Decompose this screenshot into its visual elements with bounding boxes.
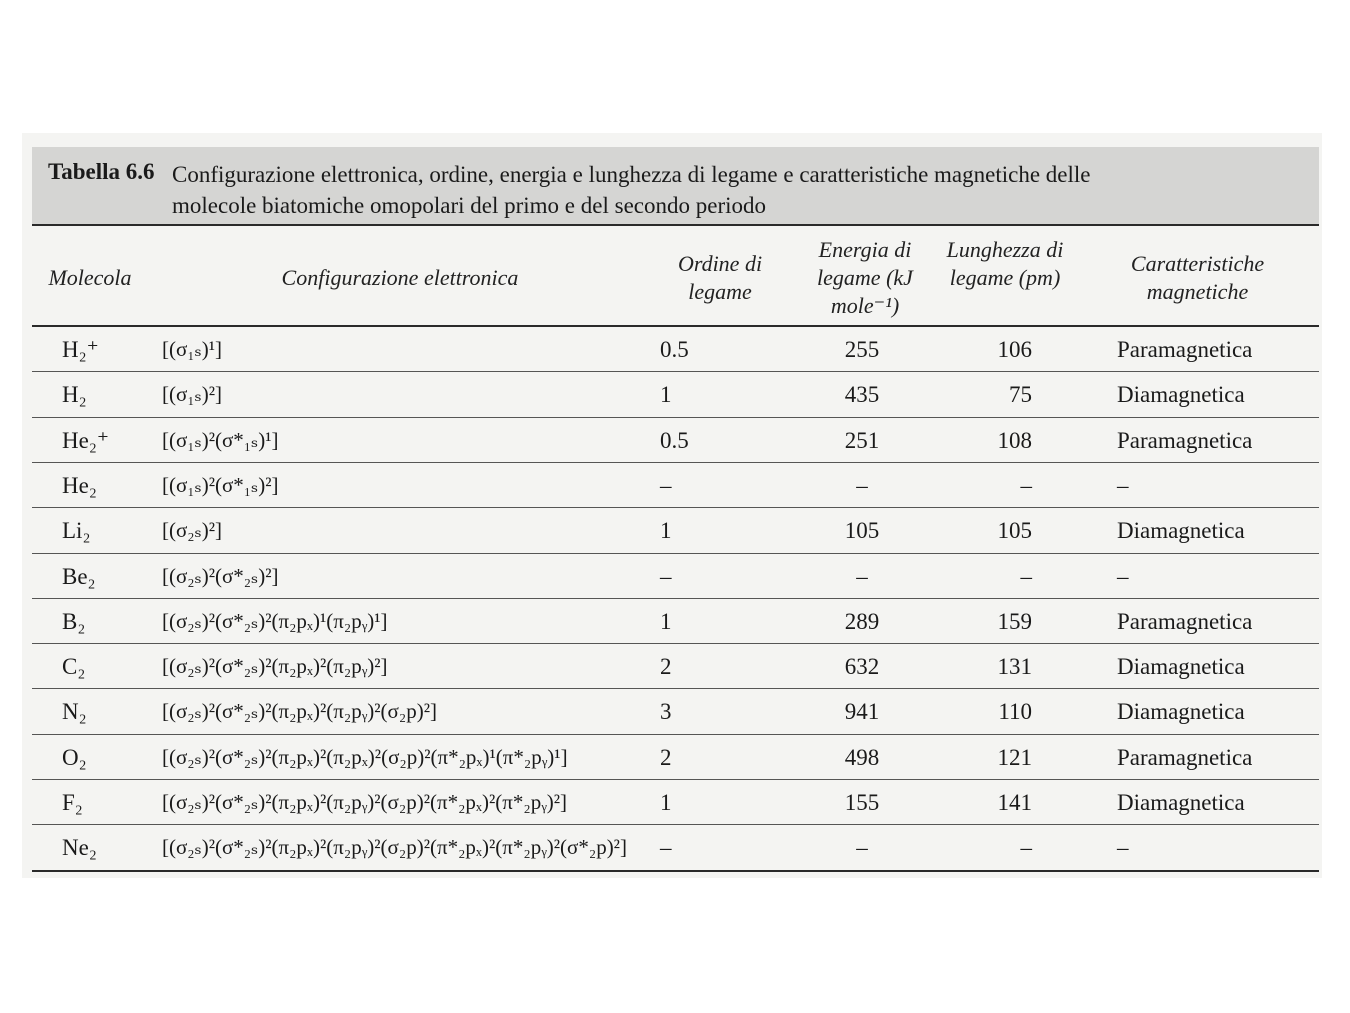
configuration-cell: [(σ₂ₛ)²(σ*₂ₛ)²(π₂pₓ)²(π₂pᵧ)²(σ₂p)²(π*₂pₓ)²(π*₂pᵧ)²(σ*₂p)²] (162, 835, 627, 860)
configuration-cell: [(σ₁ₛ)²(σ*₁ₛ)²] (162, 472, 279, 497)
length-cell: 141 (997, 790, 1032, 815)
magnetic-cell: – (1117, 563, 1129, 589)
table-row (32, 554, 1319, 599)
length-cell: 75 (1009, 382, 1032, 408)
header-length: Lunghezza di legame (pm) (946, 237, 1064, 290)
order-cell: 2 (660, 744, 672, 770)
molecule-cell: Li₂ (62, 518, 91, 544)
order-cell: 1 (660, 608, 672, 634)
order-cell: 1 (660, 382, 672, 408)
magnetic-cell: – (1117, 472, 1129, 498)
configuration-cell: [(σ₁ₛ)¹] (162, 337, 222, 361)
table-row (32, 644, 1319, 689)
table-row (32, 735, 1319, 780)
molecule-cell: N₂ (62, 699, 87, 725)
magnetic-cell: Diamagnetica (1117, 518, 1245, 544)
configuration-cell: [(σ₂ₛ)²(σ*₂ₛ)²(π₂pₓ)²(π₂pᵧ)²(σ₂p)²(π*₂pₓ)²(π*₂pᵧ)²] (162, 790, 568, 814)
molecule-cell: Ne₂ (62, 835, 97, 861)
molecule-cell: Be₂ (62, 563, 96, 589)
molecule-cell: H₂ (62, 382, 87, 408)
configuration-cell: [(σ₁ₛ)²] (162, 382, 222, 407)
energy-cell: – (856, 835, 868, 861)
energy-cell: 941 (844, 699, 880, 725)
table-title: Configurazione elettronica, ordine, energia e lunghezza di legame e caratteristiche magnetiche delle molecole biatomiche omopolari del primo e del secondo periodo (172, 162, 1091, 218)
energy-cell: 435 (844, 382, 880, 408)
molecule-cell: O₂ (62, 744, 87, 770)
length-cell: – (1020, 835, 1032, 861)
molecule-cell: C₂ (62, 654, 86, 680)
molecule-cell: He₂ (62, 472, 97, 498)
configuration-cell: [(σ₂ₛ)²(σ*₂ₛ)²] (162, 563, 279, 588)
header-molecule: Molecola (48, 265, 132, 290)
magnetic-cell: Paramagnetica (1117, 608, 1253, 634)
magnetic-cell: – (1117, 835, 1129, 861)
configuration-cell: [(σ₁ₛ)²(σ*₁ₛ)¹] (162, 427, 279, 452)
length-cell: – (1020, 563, 1032, 589)
molecule-cell: F₂ (62, 790, 83, 815)
length-cell: 105 (997, 518, 1032, 544)
header-configuration: Configurazione elettronica (281, 265, 519, 290)
length-cell: 108 (997, 427, 1032, 453)
table-row (32, 825, 1319, 870)
table-row (32, 599, 1319, 644)
row-divider (32, 870, 1319, 872)
order-cell: – (660, 835, 672, 861)
length-cell: 159 (997, 608, 1032, 634)
order-cell: 0.5 (660, 427, 689, 453)
energy-cell: – (856, 472, 868, 498)
energy-cell: 632 (844, 654, 880, 680)
molecule-cell: H₂⁺ (62, 337, 99, 362)
energy-cell: – (856, 563, 868, 589)
length-cell: 106 (997, 337, 1032, 362)
order-cell: 0.5 (660, 337, 689, 362)
magnetic-cell: Paramagnetica (1117, 337, 1253, 362)
energy-cell: 105 (844, 518, 880, 544)
energy-cell: 251 (844, 427, 880, 453)
molecule-cell: He₂⁺ (62, 427, 109, 453)
table-row (32, 418, 1319, 463)
header-top-rule (32, 224, 1319, 226)
table-row (32, 508, 1319, 553)
configuration-cell: [(σ₂ₛ)²(σ*₂ₛ)²(π₂pₓ)²(π₂pₓ)²(σ₂p)²(π*₂pₓ)¹(π*₂pᵧ)¹] (162, 744, 568, 769)
molecule-cell: B₂ (62, 608, 86, 634)
table-label: Tabella 6.6 (48, 159, 155, 184)
energy-cell: 255 (844, 337, 880, 362)
length-cell: 110 (998, 699, 1032, 725)
table-caption (32, 147, 1319, 225)
energy-cell: 289 (844, 608, 880, 634)
table-row (32, 327, 1319, 372)
length-cell: 121 (997, 744, 1032, 770)
order-cell: 1 (660, 518, 672, 544)
table-row (32, 372, 1319, 417)
table-row (32, 463, 1319, 508)
order-cell: – (660, 563, 672, 589)
order-cell: 3 (660, 699, 672, 725)
magnetic-cell: Paramagnetica (1117, 744, 1253, 770)
magnetic-cell: Diamagnetica (1117, 790, 1245, 815)
length-cell: – (1020, 472, 1032, 498)
order-cell: 1 (660, 790, 672, 815)
configuration-cell: [(σ₂ₛ)²(σ*₂ₛ)²(π₂pₓ)¹(π₂pᵧ)¹] (162, 608, 388, 633)
magnetic-cell: Diamagnetica (1117, 382, 1245, 408)
order-cell: – (660, 472, 672, 498)
table-row (32, 780, 1319, 825)
configuration-cell: [(σ₂ₛ)²(σ*₂ₛ)²(π₂pₓ)²(π₂pᵧ)²] (162, 654, 388, 679)
header-energy: Energia di legame (kJ mole⁻¹) (817, 237, 913, 318)
energy-cell: 498 (844, 744, 880, 770)
energy-cell: 155 (844, 790, 880, 815)
configuration-cell: [(σ₂ₛ)²] (162, 518, 222, 543)
magnetic-cell: Diamagnetica (1117, 699, 1245, 725)
table-row (32, 689, 1319, 734)
magnetic-cell: Diamagnetica (1117, 654, 1245, 680)
header-magnetic: Caratteristiche magnetiche (1130, 251, 1265, 304)
order-cell: 2 (660, 654, 672, 680)
header-order: Ordine di legame (677, 251, 763, 304)
length-cell: 131 (997, 654, 1032, 680)
configuration-cell: [(σ₂ₛ)²(σ*₂ₛ)²(π₂pₓ)²(π₂pᵧ)²(σ₂p)²] (162, 699, 437, 724)
magnetic-cell: Paramagnetica (1117, 427, 1253, 453)
